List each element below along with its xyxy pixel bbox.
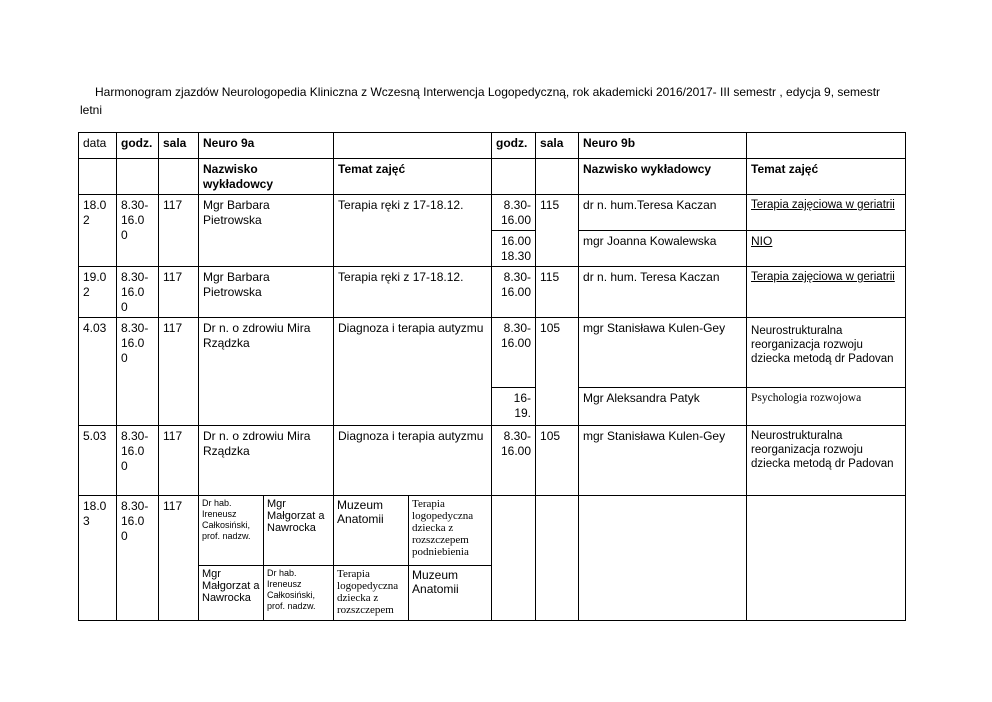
header-empty-b xyxy=(747,133,906,159)
row-lecturer: Mgr Barbara Pietrowska xyxy=(199,267,334,318)
title-line-1: Harmonogram zjazdów Neurologopedia Kliniczna z Wczesną Interwencja Logopedyczną, rok akademicki 2016/2017- III semestr , edycja 9, semestr xyxy=(95,85,881,99)
row-lecturer-b: mgr Stanisława Kulen-Gey xyxy=(579,318,747,388)
header-room-b: sala xyxy=(536,133,579,159)
header-empty xyxy=(334,133,492,159)
subheader-lecturer-a: Nazwisko wykładowcy xyxy=(199,159,334,195)
row-topic-b[interactable]: Terapia zajęciowa w geriatrii xyxy=(747,267,906,318)
split-lecturer-bottom-2: Dr hab. Ireneusz Całkosiński, prof. nadzw. xyxy=(264,566,334,621)
header-group-a: Neuro 9a xyxy=(199,133,334,159)
row-topic-b: Psychologia rozwojowa xyxy=(747,388,906,426)
split-topic-top-2: Terapia logopedyczna dziecka z rozszczepem podniebienia xyxy=(409,496,492,566)
row-topic: Terapia ręki z 17-18.12. xyxy=(334,267,492,318)
row-time-b: 16- 19. xyxy=(492,388,536,426)
header-time-b: godz. xyxy=(492,133,536,159)
row-topic: Terapia ręki z 17-18.12. xyxy=(334,195,492,267)
row-date: 18.0 3 xyxy=(79,496,117,621)
row-time: 8.30- 16.0 0 xyxy=(117,496,159,621)
row-time-b: 8.30- 16.00 xyxy=(492,426,536,496)
row-room: 117 xyxy=(159,267,199,318)
row-room: 117 xyxy=(159,318,199,426)
row-time: 8.30- 16.0 0 xyxy=(117,267,159,318)
row-room-b: 105 xyxy=(536,318,579,426)
row-lecturer-b: dr n. hum. Teresa Kaczan xyxy=(579,267,747,318)
table-row xyxy=(79,267,906,318)
row-date: 18.0 2 xyxy=(79,195,117,267)
row-time: 8.30- 16.0 0 xyxy=(117,318,159,426)
row-lecturer-b: mgr Stanisława Kulen-Gey xyxy=(579,426,747,496)
subheader-topic-a: Temat zajęć xyxy=(334,159,492,195)
split-topic-top-1: Muzeum Anatomii xyxy=(334,496,409,566)
row-lecturer-b: dr n. hum.Teresa Kaczan xyxy=(579,195,747,231)
row-topic-b[interactable]: Terapia zajęciowa w geriatrii xyxy=(747,195,906,231)
header-time: godz. xyxy=(117,133,159,159)
row-topic-b: Neurostrukturalna reorganizacja rozwoju dziecka metodą dr Padovan xyxy=(747,318,906,388)
row-time-b: 8.30- 16.00 xyxy=(492,195,536,231)
row-date: 19.0 2 xyxy=(79,267,117,318)
table-row xyxy=(79,426,906,496)
row-room-b: 115 xyxy=(536,267,579,318)
row-date: 4.03 xyxy=(79,318,117,426)
header-row xyxy=(79,133,906,159)
header-date: data xyxy=(79,133,117,159)
row-lecturer-b: Mgr Aleksandra Patyk xyxy=(579,388,747,426)
row-date: 5.03 xyxy=(79,426,117,496)
row-room-b: 105 xyxy=(536,426,579,496)
row-time: 8.30- 16.0 0 xyxy=(117,195,159,267)
row-room: 117 xyxy=(159,496,199,621)
table-row xyxy=(79,496,906,566)
split-topic-bottom-1: Terapia logopedyczna dziecka z rozszczepem xyxy=(334,566,409,621)
row-topic: Diagnoza i terapia autyzmu xyxy=(334,318,492,426)
subheader-topic-b: Temat zajęć xyxy=(747,159,906,195)
table-row xyxy=(79,195,906,231)
row-room: 117 xyxy=(159,426,199,496)
row-lecturer-b: mgr Joanna Kowalewska xyxy=(579,231,747,267)
row-time-b: 8.30- 16.00 xyxy=(492,318,536,388)
title-line-2: letni xyxy=(80,103,103,117)
row-room-b: 115 xyxy=(536,195,579,267)
row-topic-b: Neurostrukturalna reorganizacja rozwoju dziecka metodą dr Padovan xyxy=(747,426,906,496)
row-time-b: 8.30- 16.00 xyxy=(492,267,536,318)
row-time-b: 16.00 18.30 xyxy=(492,231,536,267)
split-lecturer-top-2: Mgr Małgorzat a Nawrocka xyxy=(264,496,334,566)
row-lecturer: Mgr Barbara Pietrowska xyxy=(199,195,334,267)
row-lecturer: Dr n. o zdrowiu Mira Rządzka xyxy=(199,318,334,426)
subheader-row xyxy=(79,159,906,195)
row-lecturer: Dr n. o zdrowiu Mira Rządzka xyxy=(199,426,334,496)
header-group-b: Neuro 9b xyxy=(579,133,747,159)
split-lecturer-top-1: Dr hab. Ireneusz Całkosiński, prof. nadzw. xyxy=(199,496,264,566)
split-topic-bottom-2: Muzeum Anatomii xyxy=(409,566,492,621)
schedule-table xyxy=(78,132,906,621)
document-title xyxy=(80,83,910,119)
table-row xyxy=(79,318,906,388)
subheader-lecturer-b: Nazwisko wykładowcy xyxy=(579,159,747,195)
row-topic-b[interactable]: NIO xyxy=(747,231,906,267)
row-time: 8.30- 16.0 0 xyxy=(117,426,159,496)
row-topic: Diagnoza i terapia autyzmu xyxy=(334,426,492,496)
header-room: sala xyxy=(159,133,199,159)
split-lecturer-bottom-1: Mgr Małgorzat a Nawrocka xyxy=(199,566,264,621)
row-room: 117 xyxy=(159,195,199,267)
